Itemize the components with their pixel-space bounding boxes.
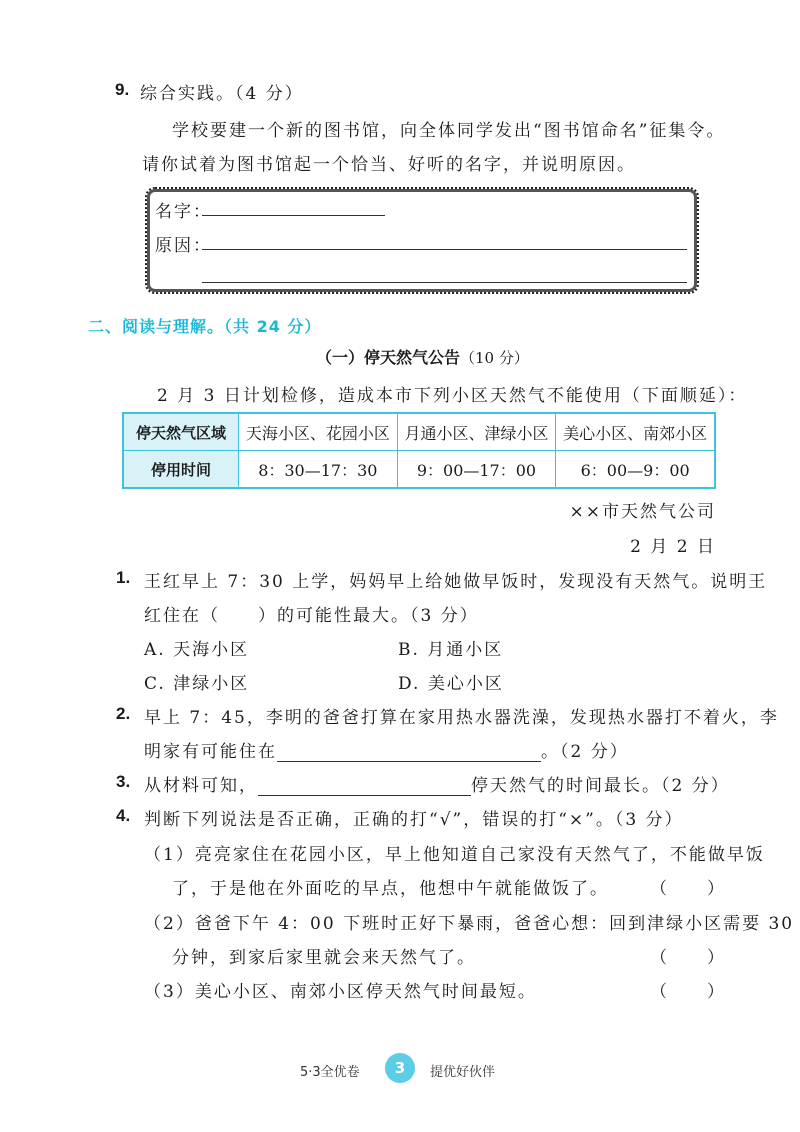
reading1-title: （一）停天然气公告 bbox=[316, 348, 461, 367]
reason-label: 原因： bbox=[155, 236, 212, 256]
q2-line1: 早上 7：45，李明的爸爸打算在家用热水器洗澡，发现热水器打不着火，李 bbox=[144, 708, 779, 728]
reason-answer-line-2[interactable] bbox=[202, 263, 687, 283]
q2-line2 bbox=[144, 737, 629, 762]
footer-slogan: 提优好伙伴 bbox=[430, 1065, 496, 1080]
q4-title: 判断下列说法是否正确，正确的打“√”，错误的打“×”。（3 分） bbox=[144, 810, 684, 830]
q1-option-b[interactable]: B. 月通小区 bbox=[398, 640, 504, 660]
q4-s2-line1: （2）爸爸下午 4：00 下班时正好下暴雨，爸爸心想：回到津绿小区需要 30 bbox=[144, 914, 795, 934]
q1-option-d[interactable]: D. 美心小区 bbox=[398, 674, 504, 694]
q1-number: 1. bbox=[116, 568, 131, 587]
q9-text-line1: 学校要建一个新的图书馆，向全体同学发出“图书馆命名”征集令。 bbox=[172, 121, 726, 141]
q1-option-a[interactable]: A. 天海小区 bbox=[144, 640, 250, 660]
page-number-badge: 3 bbox=[385, 1053, 415, 1083]
table-row bbox=[123, 451, 715, 489]
reason-answer-line-1[interactable] bbox=[202, 230, 687, 250]
q4-s3-answer-bracket[interactable]: （ ） bbox=[650, 982, 726, 1002]
section2-title: 二、阅读与理解。（共 24 分） bbox=[88, 317, 322, 336]
q3-post: 停天然气的时间最长。（2 分） bbox=[471, 776, 730, 796]
q4-s2-answer-bracket[interactable]: （ ） bbox=[650, 948, 726, 968]
q3-answer-line[interactable] bbox=[258, 777, 471, 796]
name-label: 名字： bbox=[155, 202, 212, 222]
reading1-score: （10 分） bbox=[460, 349, 529, 367]
q2-line2-post: 。（2 分） bbox=[541, 742, 629, 762]
q4-s3-line1: （3）美心小区、南郊小区停天然气时间最短。 bbox=[144, 982, 537, 1002]
q4-s2-line2: 分钟，到家后家里就会来天然气了。 bbox=[172, 948, 476, 968]
reading1-heading bbox=[316, 345, 529, 368]
table-cell-time: 8：30—17：30 bbox=[239, 451, 398, 489]
q3-line bbox=[144, 771, 730, 796]
q4-s1-answer-bracket[interactable]: （ ） bbox=[650, 879, 726, 899]
q9-title: 综合实践。（4 分） bbox=[140, 84, 304, 104]
q2-line2-pre: 明家有可能住在 bbox=[144, 742, 277, 762]
q4-s1-line2: 了，于是他在外面吃的早点，他想中午就能做饭了。 bbox=[172, 879, 609, 899]
q3-number: 3. bbox=[116, 772, 131, 791]
table-header-time: 停用时间 bbox=[123, 451, 239, 489]
q3-pre: 从材料可知， bbox=[144, 776, 258, 796]
notice-date: 2 月 2 日 bbox=[630, 537, 716, 557]
table-cell-area: 美心小区、南郊小区 bbox=[556, 413, 715, 451]
table-header-area: 停天然气区域 bbox=[123, 413, 239, 451]
schedule-table bbox=[122, 412, 716, 489]
name-answer-line[interactable] bbox=[202, 196, 385, 216]
q2-answer-line[interactable] bbox=[277, 743, 541, 762]
q4-number: 4. bbox=[116, 806, 131, 825]
notice-signature: ××市天然气公司 bbox=[569, 502, 716, 522]
q1-option-c[interactable]: C. 津绿小区 bbox=[144, 674, 250, 694]
q1-line2: 红住在（ ）的可能性最大。（3 分） bbox=[144, 606, 479, 626]
q2-number: 2. bbox=[116, 704, 131, 723]
table-cell-time: 9：00—17：00 bbox=[397, 451, 556, 489]
table-row bbox=[123, 413, 715, 451]
table-cell-time: 6：00—9：00 bbox=[556, 451, 715, 489]
q9-text-line2: 请你试着为图书馆起一个恰当、好听的名字，并说明原因。 bbox=[142, 155, 636, 175]
footer-brand: 5·3全优卷 bbox=[300, 1065, 360, 1080]
q9-number: 9. bbox=[115, 80, 130, 99]
reading1-intro: 2 月 3 日计划检修，造成本市下列小区天然气不能使用（下面顺延）： bbox=[157, 386, 748, 406]
q1-line1: 王红早上 7：30 上学，妈妈早上给她做早饭时，发现没有天然气。说明王 bbox=[144, 572, 768, 592]
q4-s1-line1: （1）亮亮家住在花园小区，早上他知道自己家没有天然气了，不能做早饭 bbox=[144, 845, 765, 865]
table-cell-area: 月通小区、津绿小区 bbox=[397, 413, 556, 451]
table-cell-area: 天海小区、花园小区 bbox=[239, 413, 398, 451]
